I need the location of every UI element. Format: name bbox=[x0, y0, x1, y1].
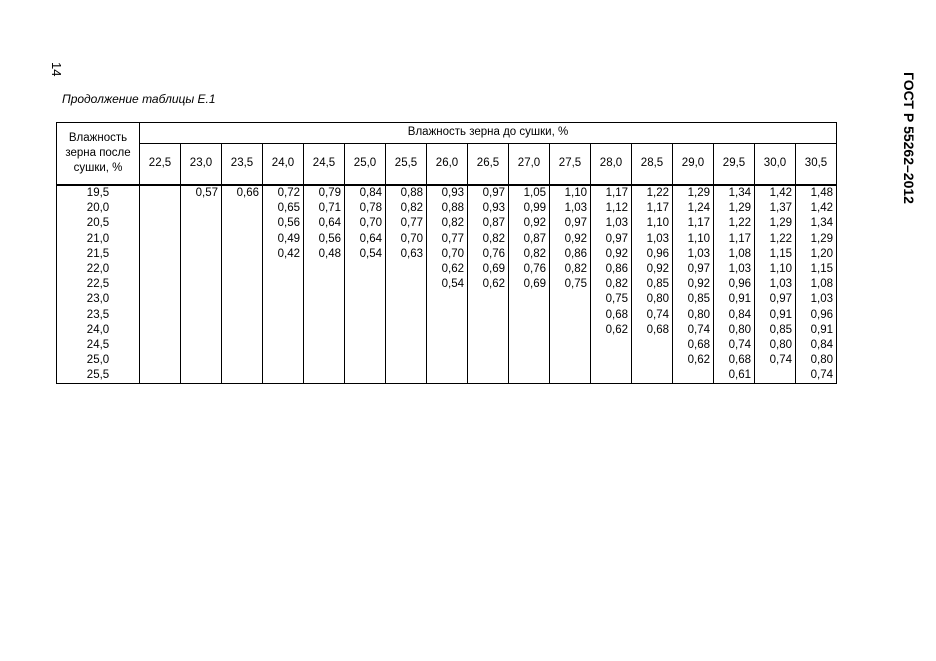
cell-value: 1,34 bbox=[810, 217, 833, 230]
cell-value: 0,68 bbox=[646, 323, 669, 336]
cell-value: 0,74 bbox=[728, 338, 751, 351]
cell-value: 0,92 bbox=[564, 232, 587, 245]
cell-value: 0,88 bbox=[441, 202, 464, 215]
cell-value: 1,03 bbox=[687, 247, 710, 260]
cell-value: 0,77 bbox=[400, 217, 423, 230]
cell-value: 1,20 bbox=[810, 247, 833, 260]
cell-value: 0,82 bbox=[523, 247, 546, 260]
column-cell bbox=[345, 185, 386, 384]
cell-value: 0,84 bbox=[810, 338, 833, 351]
row-label: 22,0 bbox=[86, 262, 110, 275]
cell-value: 1,29 bbox=[687, 187, 710, 199]
column-cell bbox=[632, 185, 673, 384]
cell-value: 0,85 bbox=[687, 293, 710, 306]
cell-value: 0,49 bbox=[277, 232, 300, 245]
cell-value: 1,08 bbox=[810, 278, 833, 291]
row-label: 25,5 bbox=[86, 369, 110, 382]
row-label: 24,5 bbox=[86, 338, 110, 351]
column-cell bbox=[591, 185, 632, 384]
column-header: 27,5 bbox=[550, 144, 591, 186]
cell-value: 1,29 bbox=[769, 217, 792, 230]
cell-value: 0,75 bbox=[605, 293, 628, 306]
column-header: 24,0 bbox=[263, 144, 304, 186]
column-header: 23,0 bbox=[181, 144, 222, 186]
cell-value: 1,37 bbox=[769, 202, 792, 215]
column-cell bbox=[714, 185, 755, 384]
column-header: 29,5 bbox=[714, 144, 755, 186]
column-header: 25,5 bbox=[386, 144, 427, 186]
cell-value: 1,22 bbox=[646, 187, 669, 199]
cell-value: 1,17 bbox=[728, 232, 751, 245]
moisture-table bbox=[56, 122, 837, 384]
cell-value: 0,68 bbox=[728, 354, 751, 367]
column-header: 24,5 bbox=[304, 144, 345, 186]
row-label: 23,5 bbox=[86, 308, 110, 321]
cell-value: 1,10 bbox=[687, 232, 710, 245]
cell-value: 0,92 bbox=[523, 217, 546, 230]
row-label: 20,5 bbox=[86, 217, 110, 230]
column-cell bbox=[427, 185, 468, 384]
cell-value: 0,97 bbox=[605, 232, 628, 245]
cell-value: 0,96 bbox=[646, 247, 669, 260]
cell-value: 1,10 bbox=[564, 187, 587, 199]
column-header: 25,0 bbox=[345, 144, 386, 186]
cell-value: 1,03 bbox=[564, 202, 587, 215]
column-cell bbox=[140, 185, 181, 384]
column-header: 29,0 bbox=[673, 144, 714, 186]
cell-value: 0,62 bbox=[482, 278, 505, 291]
cell-value: 0,74 bbox=[687, 323, 710, 336]
cell-value: 0,80 bbox=[728, 323, 751, 336]
document-code: ГОСТ Р 55262–2012 bbox=[901, 72, 917, 204]
cell-value: 1,03 bbox=[605, 217, 628, 230]
cell-value: 0,87 bbox=[523, 232, 546, 245]
cell-value: 0,82 bbox=[605, 278, 628, 291]
cell-value: 1,10 bbox=[769, 262, 792, 275]
cell-value: 0,71 bbox=[318, 202, 341, 215]
cell-value: 0,80 bbox=[810, 354, 833, 367]
cell-value: 1,48 bbox=[810, 187, 833, 199]
cell-value: 0,97 bbox=[769, 293, 792, 306]
cell-value: 0,61 bbox=[728, 369, 751, 382]
cell-value: 0,88 bbox=[400, 187, 423, 199]
row-label: 24,0 bbox=[86, 323, 110, 336]
cell-value: 0,42 bbox=[277, 247, 300, 260]
cell-value: 0,93 bbox=[482, 202, 505, 215]
cell-value: 0,85 bbox=[646, 278, 669, 291]
column-header: 26,5 bbox=[468, 144, 509, 186]
cell-value: 0,75 bbox=[564, 278, 587, 291]
cell-value: 0,62 bbox=[605, 323, 628, 336]
cell-value: 0,93 bbox=[441, 187, 464, 199]
cell-value: 0,80 bbox=[687, 308, 710, 321]
cell-value: 1,15 bbox=[769, 247, 792, 260]
cell-value: 0,92 bbox=[646, 262, 669, 275]
column-header: 22,5 bbox=[140, 144, 181, 186]
row-label: 21,5 bbox=[86, 247, 110, 260]
cell-value: 1,17 bbox=[646, 202, 669, 215]
row-label: 20,0 bbox=[86, 202, 110, 215]
cell-value: 0,91 bbox=[728, 293, 751, 306]
cell-value: 1,17 bbox=[605, 187, 628, 199]
column-cell bbox=[468, 185, 509, 384]
cell-value: 0,76 bbox=[482, 247, 505, 260]
page-number: 14 bbox=[49, 62, 64, 77]
cell-value: 0,69 bbox=[523, 278, 546, 291]
cell-value: 0,74 bbox=[646, 308, 669, 321]
cell-value: 0,97 bbox=[482, 187, 505, 199]
cell-value: 0,85 bbox=[769, 323, 792, 336]
cell-value: 0,82 bbox=[564, 262, 587, 275]
cell-value: 0,92 bbox=[605, 247, 628, 260]
cell-value: 0,57 bbox=[195, 187, 218, 199]
cell-value: 1,15 bbox=[810, 262, 833, 275]
column-cell bbox=[181, 185, 222, 384]
cell-value: 0,76 bbox=[523, 262, 546, 275]
row-label: 19,5 bbox=[86, 187, 110, 199]
cell-value: 0,74 bbox=[769, 354, 792, 367]
cell-value: 0,78 bbox=[359, 202, 382, 215]
column-cell bbox=[222, 185, 263, 384]
cell-value: 0,68 bbox=[687, 338, 710, 351]
cell-value: 0,87 bbox=[482, 217, 505, 230]
column-header: 28,5 bbox=[632, 144, 673, 186]
stub-header: Влажность зерна после сушки, % bbox=[57, 123, 140, 186]
cell-value: 1,10 bbox=[646, 217, 669, 230]
column-cell bbox=[673, 185, 714, 384]
cell-value: 1,22 bbox=[769, 232, 792, 245]
cell-value: 0,56 bbox=[318, 232, 341, 245]
column-cell bbox=[263, 185, 304, 384]
column-header: 30,0 bbox=[755, 144, 796, 186]
row-labels-cell bbox=[57, 185, 140, 384]
cell-value: 1,03 bbox=[646, 232, 669, 245]
cell-value: 1,34 bbox=[728, 187, 751, 199]
row-labels bbox=[57, 186, 139, 383]
cell-value: 0,82 bbox=[441, 217, 464, 230]
cell-value: 0,99 bbox=[523, 202, 546, 215]
cell-value: 0,72 bbox=[277, 187, 300, 199]
cell-value: 0,84 bbox=[359, 187, 382, 199]
row-label: 21,0 bbox=[86, 232, 110, 245]
column-header: 30,5 bbox=[796, 144, 837, 186]
row-label: 22,5 bbox=[86, 278, 110, 291]
column-header: 23,5 bbox=[222, 144, 263, 186]
cell-value: 0,86 bbox=[564, 247, 587, 260]
column-header: 26,0 bbox=[427, 144, 468, 186]
cell-value: 0,96 bbox=[810, 308, 833, 321]
column-header: 27,0 bbox=[509, 144, 550, 186]
column-cell bbox=[755, 185, 796, 384]
cell-value: 1,03 bbox=[769, 278, 792, 291]
row-label: 23,0 bbox=[86, 293, 110, 306]
cell-value: 0,97 bbox=[564, 217, 587, 230]
cell-value: 0,70 bbox=[359, 217, 382, 230]
cell-value: 1,08 bbox=[728, 247, 751, 260]
cell-value: 0,80 bbox=[769, 338, 792, 351]
column-cell bbox=[509, 185, 550, 384]
cell-value: 1,22 bbox=[728, 217, 751, 230]
cell-value: 0,74 bbox=[810, 369, 833, 382]
cell-value: 0,62 bbox=[441, 262, 464, 275]
cell-value: 1,12 bbox=[605, 202, 628, 215]
column-cell bbox=[796, 185, 837, 384]
cell-value: 0,66 bbox=[236, 187, 259, 199]
cell-value: 1,42 bbox=[769, 187, 792, 199]
cell-value: 0,82 bbox=[400, 202, 423, 215]
cell-value: 0,77 bbox=[441, 232, 464, 245]
cell-value: 1,42 bbox=[810, 202, 833, 215]
cell-value: 1,05 bbox=[523, 187, 546, 199]
cell-value: 0,96 bbox=[728, 278, 751, 291]
cell-value: 0,56 bbox=[277, 217, 300, 230]
row-label: 25,0 bbox=[86, 354, 110, 367]
cell-value: 0,64 bbox=[359, 232, 382, 245]
cell-value: 0,68 bbox=[605, 308, 628, 321]
cell-value: 0,70 bbox=[400, 232, 423, 245]
column-cell bbox=[304, 185, 345, 384]
cell-value: 0,54 bbox=[359, 247, 382, 260]
cell-value: 0,80 bbox=[646, 293, 669, 306]
table-body-row bbox=[57, 185, 837, 384]
cell-value: 0,63 bbox=[400, 247, 423, 260]
cell-value: 0,62 bbox=[687, 354, 710, 367]
cell-value: 1,29 bbox=[810, 232, 833, 245]
cell-value: 0,64 bbox=[318, 217, 341, 230]
cell-value: 0,79 bbox=[318, 187, 341, 199]
cell-value: 0,97 bbox=[687, 262, 710, 275]
cell-value: 0,91 bbox=[769, 308, 792, 321]
cell-value: 0,84 bbox=[728, 308, 751, 321]
cell-value: 0,86 bbox=[605, 262, 628, 275]
cell-value: 0,65 bbox=[277, 202, 300, 215]
cell-value: 1,17 bbox=[687, 217, 710, 230]
column-header: 28,0 bbox=[591, 144, 632, 186]
cell-value: 1,24 bbox=[687, 202, 710, 215]
cell-value: 0,82 bbox=[482, 232, 505, 245]
cell-value: 0,91 bbox=[810, 323, 833, 336]
cell-value: 1,03 bbox=[728, 262, 751, 275]
cell-value: 1,03 bbox=[810, 293, 833, 306]
cell-value: 0,54 bbox=[441, 278, 464, 291]
cell-value: 0,70 bbox=[441, 247, 464, 260]
cell-value: 0,69 bbox=[482, 262, 505, 275]
column-cell bbox=[386, 185, 427, 384]
cell-value: 0,92 bbox=[687, 278, 710, 291]
table-caption: Продолжение таблицы Е.1 bbox=[62, 92, 216, 106]
group-header: Влажность зерна до сушки, % bbox=[140, 123, 837, 144]
column-header-row bbox=[57, 144, 837, 186]
cell-value: 1,29 bbox=[728, 202, 751, 215]
column-cell bbox=[550, 185, 591, 384]
cell-value: 0,48 bbox=[318, 247, 341, 260]
